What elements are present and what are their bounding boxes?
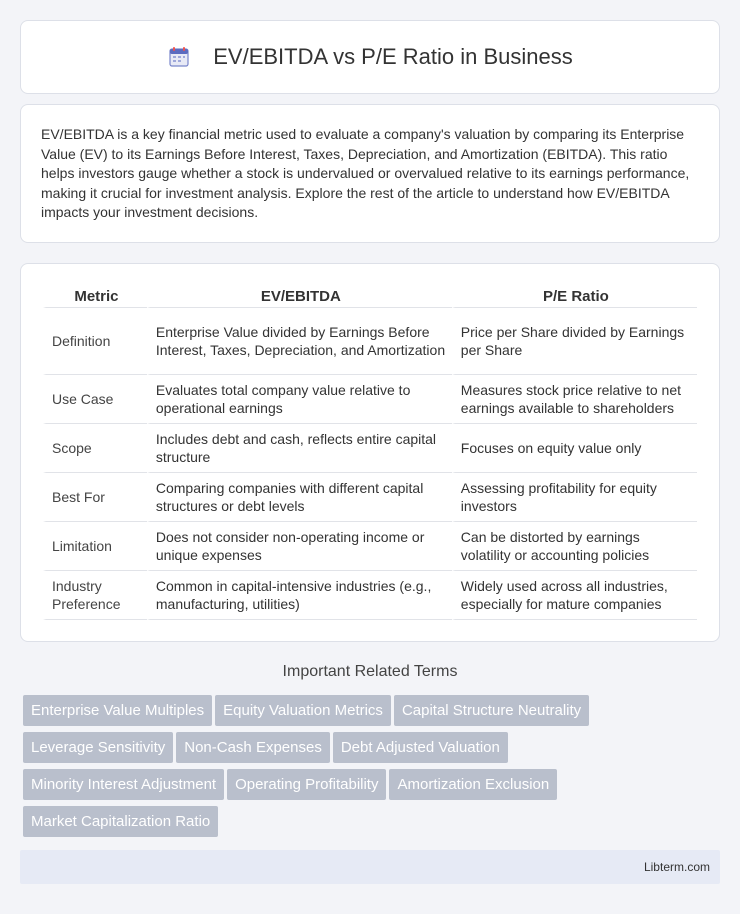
column-header: P/E Ratio [452, 284, 697, 308]
table-cell: Widely used across all industries, especially for mature companies [452, 571, 697, 620]
table-cell: Enterprise Value divided by Earnings Before Interest, Taxes, Depreciation, and Amortization [147, 308, 452, 375]
table-cell: Can be distorted by earnings volatility or accounting policies [452, 522, 697, 571]
related-term-tag[interactable]: Debt Adjusted Valuation [333, 732, 508, 763]
table-row [43, 424, 697, 473]
related-term-tag[interactable]: Leverage Sensitivity [23, 732, 173, 763]
table-row [43, 522, 697, 571]
related-term-tag[interactable]: Amortization Exclusion [389, 769, 557, 800]
footer [20, 850, 720, 884]
comparison-table [43, 284, 697, 620]
table-row [43, 473, 697, 522]
column-header: EV/EBITDA [147, 284, 452, 308]
related-terms-title: Important Related Terms [282, 663, 458, 680]
column-header: Metric [43, 284, 147, 308]
table-cell: Evaluates total company value relative to operational earnings [147, 375, 452, 424]
table-row [43, 375, 697, 424]
table-cell: Price per Share divided by Earnings per Share [452, 308, 697, 375]
row-label: Definition [43, 308, 147, 375]
related-term-tag[interactable]: Operating Profitability [227, 769, 386, 800]
page-title: EV/EBITDA vs P/E Ratio in Business [213, 44, 573, 69]
row-label: Scope [43, 424, 147, 473]
table-cell: Common in capital-intensive industries (e.g., manufacturing, utilities) [147, 571, 452, 620]
intro-text: EV/EBITDA is a key financial metric used to evaluate a company's valuation by comparing its Enterprise Value (EV) to its Earnings Before Interest, Taxes, Depreciation, and Amortization (EBITDA). This ratio helps investors gauge whether a stock is undervalued or overvalued relative to its earnings performance, making it crucial for investment analysis. Explore the rest of the article to understand how EV/EBITDA impacts your investment decisions. [41, 126, 690, 220]
header-card [20, 20, 720, 94]
related-term-tag[interactable]: Market Capitalization Ratio [23, 806, 218, 837]
row-label: Use Case [43, 375, 147, 424]
related-term-tag[interactable]: Minority Interest Adjustment [23, 769, 224, 800]
row-label: Limitation [43, 522, 147, 571]
row-label: Industry Preference [43, 571, 147, 620]
related-term-tag[interactable]: Capital Structure Neutrality [394, 695, 589, 726]
footer-site-link[interactable]: Libterm.com [643, 860, 710, 874]
table-header-row [43, 284, 697, 308]
calendar-icon [167, 45, 191, 69]
table-cell: Focuses on equity value only [452, 424, 697, 473]
table-row [43, 571, 697, 620]
intro-card [20, 104, 720, 243]
table-cell: Does not consider non-operating income or unique expenses [147, 522, 452, 571]
table-cell: Assessing profitability for equity investors [452, 473, 697, 522]
related-term-tag[interactable]: Non-Cash Expenses [176, 732, 330, 763]
related-terms-list [23, 695, 723, 843]
table-row [43, 308, 697, 375]
table-cell: Measures stock price relative to net earnings available to shareholders [452, 375, 697, 424]
table-cell: Comparing companies with different capital structures or debt levels [147, 473, 452, 522]
related-term-tag[interactable]: Enterprise Value Multiples [23, 695, 212, 726]
table-cell: Includes debt and cash, reflects entire capital structure [147, 424, 452, 473]
row-label: Best For [43, 473, 147, 522]
related-term-tag[interactable]: Equity Valuation Metrics [215, 695, 391, 726]
comparison-card [20, 263, 720, 642]
